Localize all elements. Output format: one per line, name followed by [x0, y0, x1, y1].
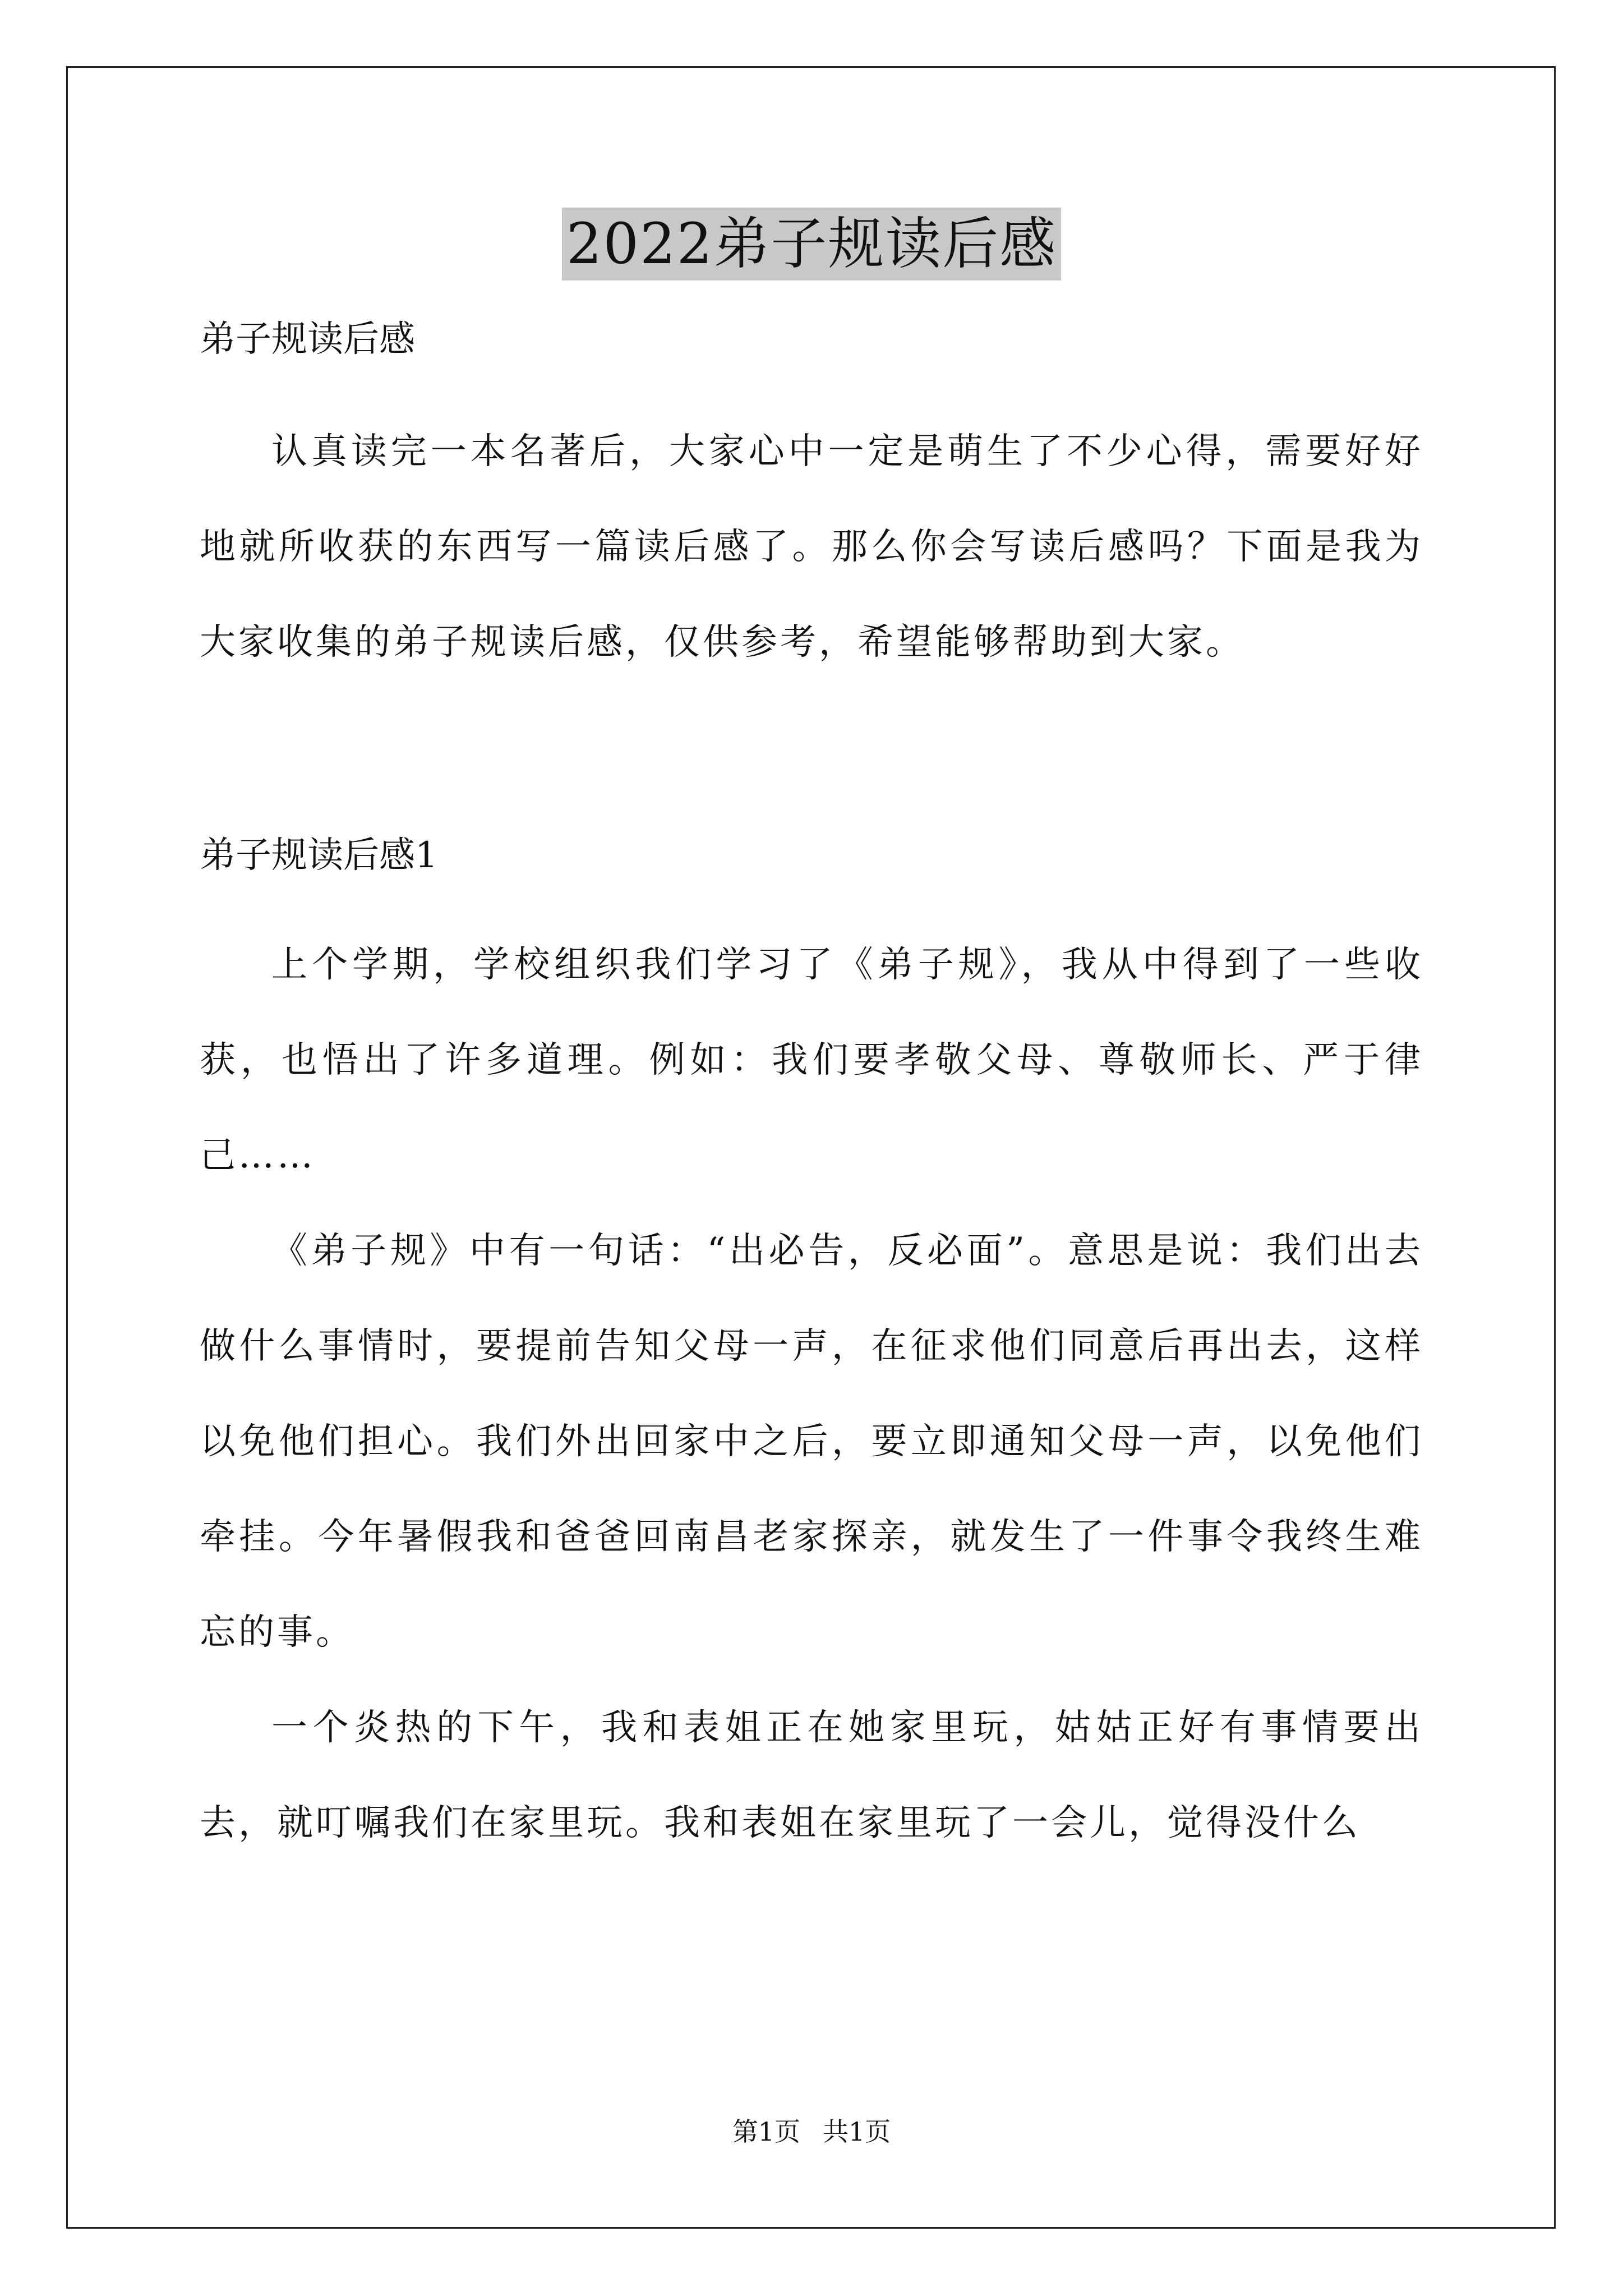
intro-heading: 弟子规读后感 — [200, 319, 415, 360]
page-number-total: 共1页 — [823, 2116, 891, 2147]
intro-paragraph: 认真读完一本名著后，大家心中一定是萌生了不少心得，需要好好地就所收获的东西写一篇读后感了。那么你会写读后感吗？下面是我为大家收集的弟子规读后感，仅供参考，希望能够帮助到大家。 — [200, 431, 1423, 663]
page-number-current: 第1页 — [732, 2116, 800, 2147]
spacer — [200, 690, 1423, 830]
page-footer — [0, 2115, 1623, 2148]
body-paragraph: 《弟子规》中有一句话：“出必告，反必面”。意思是说：我们出去做什么事情时，要提前告知父母一声，在征求他们同意后再出去，这样以免他们担心。我们外出回家中之后，要立即通知父母一声，以免他们牵挂。今年暑假我和爸爸回南昌老家探亲，就发生了一件事令我终生难忘的事。 — [200, 1230, 1423, 1653]
document-body — [200, 314, 1423, 1871]
body-paragraph: 一个炎热的下午，我和表姐正在她家里玩，姑姑正好有事情要出去，就叮嘱我们在家里玩。我和表姐在家里玩了一会儿，觉得没什么 — [200, 1707, 1423, 1844]
title-container — [0, 208, 1623, 280]
section-heading: 弟子规读后感1 — [200, 835, 438, 876]
body-paragraph: 上个学期，学校组织我们学习了《弟子规》，我从中得到了一些收获，也悟出了许多道理。例如：我们要孝敬父母、尊敬师长、严于律己…… — [200, 944, 1423, 1176]
document-title: 2022弟子规读后感 — [562, 208, 1062, 280]
